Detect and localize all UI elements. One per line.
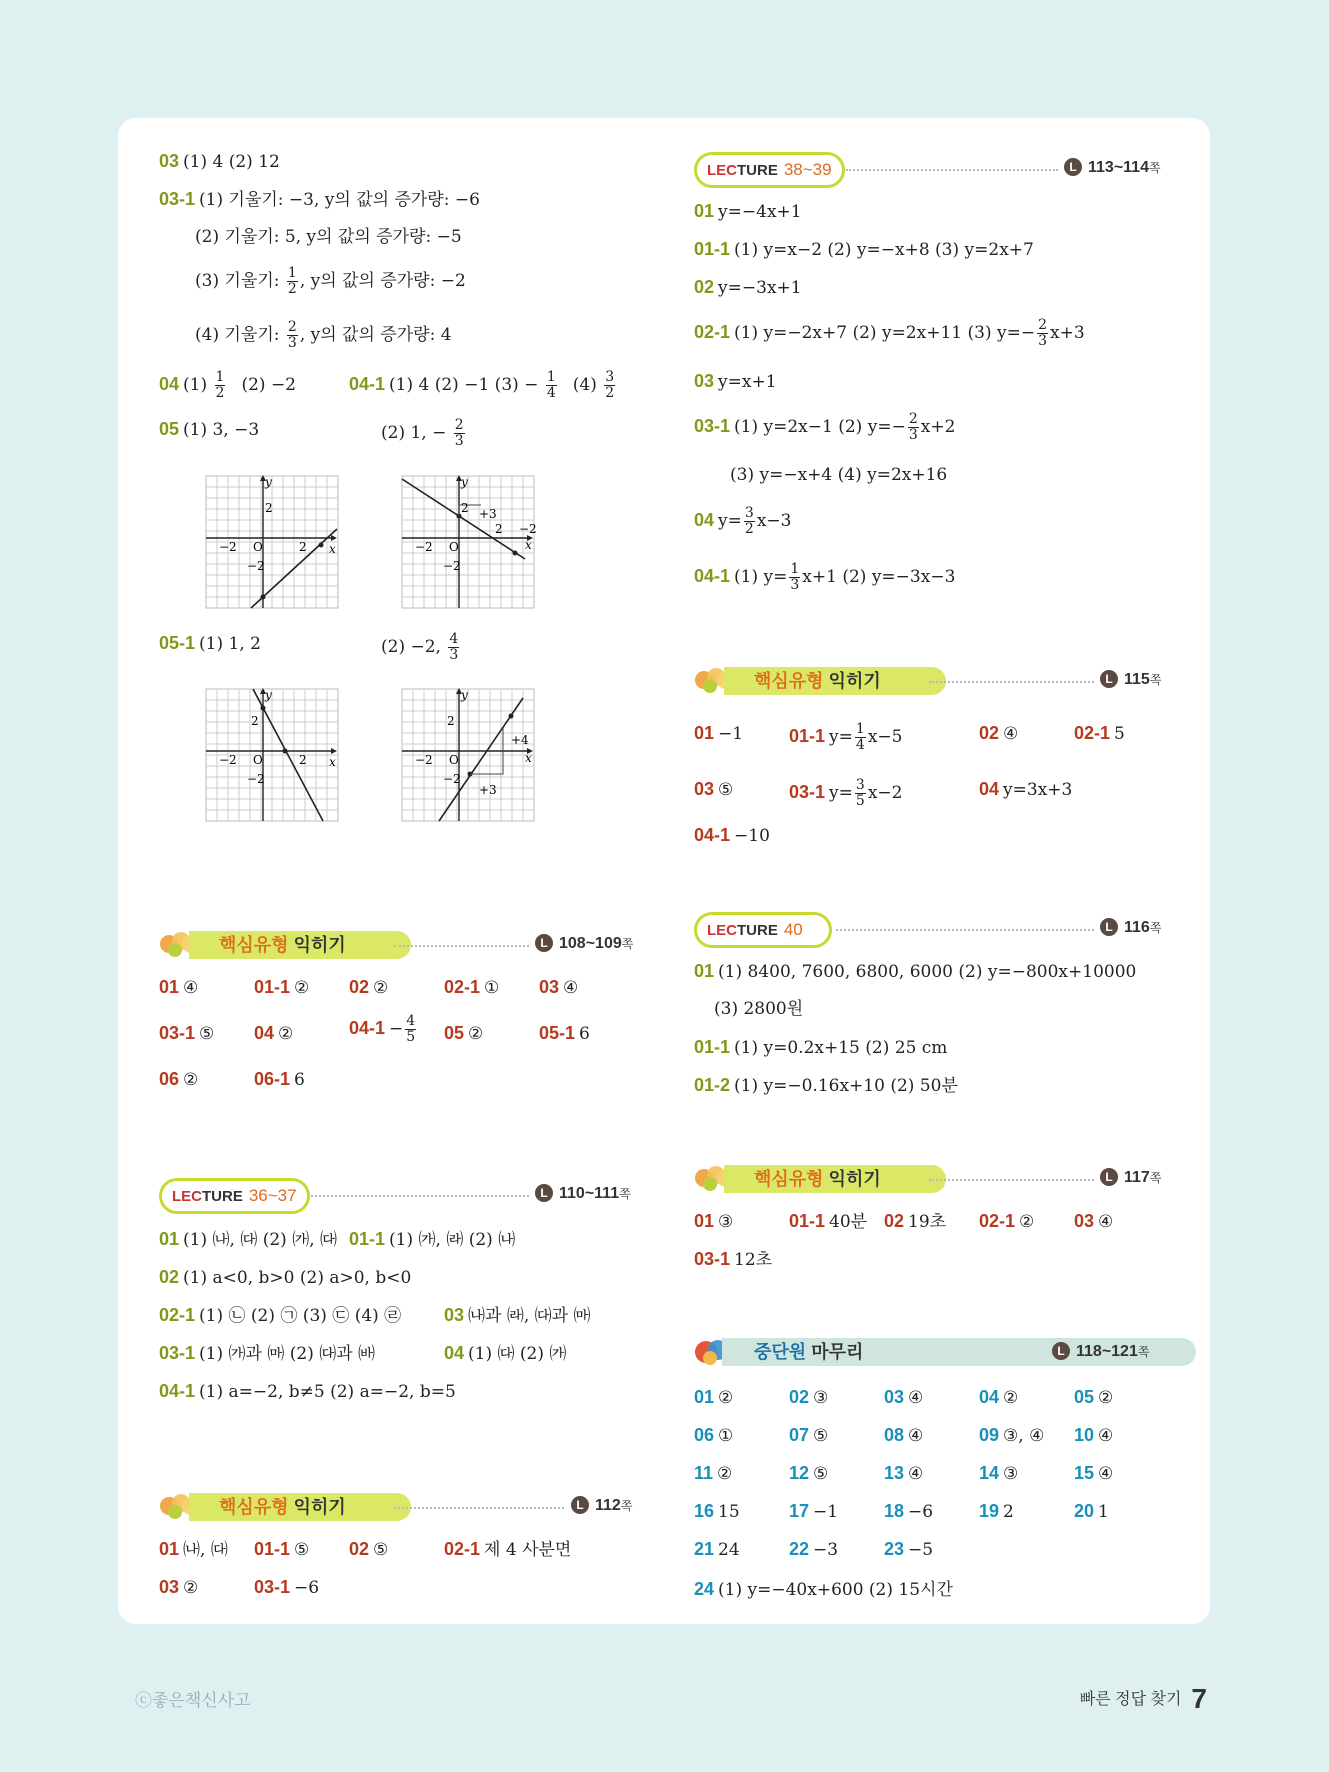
answer-05-2: (2) 1, − $\frac{2}{3}$: [381, 417, 464, 449]
section-header-unit-review: [694, 1336, 1194, 1368]
origin-label: O: [449, 753, 459, 767]
review-answer: 11 ②: [694, 1463, 733, 1484]
page-ref: L 115쪽: [1100, 670, 1161, 689]
lecture-header-38-39: [694, 152, 1194, 186]
review-answer: 02 ③: [789, 1387, 829, 1408]
tick-label: 2: [461, 501, 469, 515]
review-answer: 06 ①: [694, 1425, 734, 1446]
footer-section: 빠른 정답 찾기 7: [1079, 1683, 1207, 1714]
review-answer: 07 ⑤: [789, 1425, 829, 1446]
answer-05-1: 05-1 (1) 1, 2: [159, 633, 261, 654]
review-answer: 22 −3: [789, 1539, 839, 1560]
lecture-header-40: [694, 912, 1194, 946]
x-axis-label: x: [329, 755, 336, 769]
review-answer: 12 ⑤: [789, 1463, 829, 1484]
x-axis-label: x: [329, 542, 336, 556]
answer-01-2: 01-2 (1) y=−0.16x+10 (2) 50분: [694, 1075, 958, 1096]
page-ref: L 110~111쪽: [535, 1184, 631, 1203]
run-label: −2: [519, 522, 537, 536]
section-title: 중단원 마무리: [722, 1338, 1196, 1366]
section-header-core-108: [159, 928, 679, 960]
origin-label: O: [449, 540, 459, 554]
tick-label: −2: [415, 540, 433, 554]
section-title: 핵심유형 익히기: [189, 1493, 411, 1521]
lecture-header-36-37: [159, 1178, 679, 1212]
tick-label: 2: [251, 714, 259, 728]
review-answer: 14 ③: [979, 1463, 1019, 1484]
origin-label: O: [253, 753, 263, 767]
tick-label: 2: [447, 714, 455, 728]
answer-03: 03 y=x+1: [694, 371, 777, 392]
answer-01-1: 01-1 (1) y=x−2 (2) y=−x+8 (3) y=2x+7: [694, 239, 1034, 260]
tick-label: 2: [265, 501, 273, 515]
tick-label: −2: [219, 540, 237, 554]
fraction: $\frac{3}{2}$: [605, 369, 615, 401]
origin-label: O: [253, 540, 263, 554]
page-number: 7: [1191, 1683, 1207, 1714]
review-answer: 08 ④: [884, 1425, 924, 1446]
review-answer: 16 15: [694, 1501, 740, 1522]
review-answer: 15 ④: [1074, 1463, 1114, 1484]
section-title: 핵심유형 익히기: [189, 931, 411, 959]
answer-03-1: 03-1 (1) y=2x−1 (2) y=− $\frac{2}{3}$ x+2: [694, 411, 956, 443]
answer-05-1-2: (2) −2, $\frac{4}{3}$: [381, 631, 459, 663]
y-axis-label: y: [461, 688, 468, 702]
page-ref: L 108~109쪽: [535, 934, 633, 953]
fraction: $\frac{4}{3}$: [449, 631, 459, 663]
graph-05-2: [399, 473, 539, 613]
answer-03-1: 03-1 (1) ㈎과 ㈒ (2) ㈐과 ㈓ 04 (1) ㈐ (2) ㈎: [159, 1343, 567, 1364]
answer-04: 04 (1) $\frac{1}{2}$ (2) −2: [159, 369, 296, 401]
rise-label: +3: [479, 507, 497, 521]
answer-03: 03 (1) 4 (2) 12: [159, 151, 280, 172]
review-answer: 20 1: [1074, 1501, 1109, 1522]
lecture-pill: LECTURE 38~39: [694, 152, 845, 188]
review-answer: 17 −1: [789, 1501, 839, 1522]
tick-label: −2: [247, 559, 265, 573]
fraction: $\frac{2}{3}$: [454, 417, 464, 449]
section-header-core-117: [694, 1162, 1194, 1194]
review-answer: 21 24: [694, 1539, 740, 1560]
review-answer: 13 ④: [884, 1463, 924, 1484]
review-answer: 19 2: [979, 1501, 1014, 1522]
review-answer: 05 ②: [1074, 1387, 1114, 1408]
x-axis-label: x: [525, 538, 532, 552]
tick-label: 2: [495, 522, 503, 536]
fraction: $\frac{1}{2}$: [287, 265, 297, 297]
section-header-core-112: [159, 1490, 679, 1522]
page-ref: L 117쪽: [1100, 1168, 1161, 1187]
answer-02-1: 02-1 (1) y=−2x+7 (2) y=2x+11 (3) y=− $\frac{2}{3}$ x+3: [694, 317, 1085, 349]
review-answer: 03 ④: [884, 1387, 924, 1408]
section-title: 핵심유형 익히기: [724, 1165, 946, 1193]
section-header-core-115: [694, 664, 1194, 696]
answer-04-1: 04-1 (1) y= $\frac{1}{3}$ x+1 (2) y=−3x−3: [694, 561, 956, 593]
answer-04: 04 y= $\frac{3}{2}$ x−3: [694, 505, 792, 537]
answer-03-1-4: (4) 기울기: $\frac{2}{3}$ , y의 값의 증가량: 4: [195, 319, 452, 351]
answer-03-1-cont: (3) y=−x+4 (4) y=2x+16: [730, 465, 948, 485]
tick-label: 2: [299, 540, 307, 554]
graph-05-1: [203, 473, 343, 613]
copyright: ⓒ좋은책신사고: [135, 1691, 251, 1710]
y-axis-label: y: [265, 688, 272, 702]
fraction: $\frac{1}{2}$: [215, 369, 225, 401]
run-label: +3: [479, 783, 497, 797]
lecture-pill: LECTURE 36~37: [159, 1178, 310, 1214]
x-axis-label: x: [525, 751, 532, 765]
tick-label: −2: [415, 753, 433, 767]
tick-label: −2: [219, 753, 237, 767]
answer-02: 02 y=−3x+1: [694, 277, 802, 298]
page-ref: L 118~121쪽: [1052, 1342, 1149, 1361]
section-title: 핵심유형 익히기: [724, 667, 946, 695]
review-answer: 04 ②: [979, 1387, 1019, 1408]
review-answer: 09 ③, ④: [979, 1425, 1045, 1446]
review-answer: 01 ②: [694, 1387, 734, 1408]
page-ref: L 116쪽: [1100, 918, 1161, 937]
review-answer: 10 ④: [1074, 1425, 1114, 1446]
answer-03-1: 03-1 (1) 기울기: −3, y의 값의 증가량: −6: [159, 189, 480, 210]
tick-label: −2: [443, 559, 461, 573]
tick-label: −2: [247, 772, 265, 786]
fraction: $\frac{1}{4}$: [546, 369, 556, 401]
y-axis-label: y: [461, 475, 468, 489]
y-axis-label: y: [265, 475, 272, 489]
review-answer: 18 −6: [884, 1501, 934, 1522]
answer-01-cont: (3) 2800원: [714, 999, 804, 1019]
answer-02: 02 (1) a<0, b>0 (2) a>0, b<0: [159, 1267, 412, 1288]
answer-05: 05 (1) 3, −3: [159, 419, 260, 440]
answer-04-1: 04-1 (1) 4 (2) −1 (3) − $\frac{1}{4}$ (4) $\frac{3}{2}$: [349, 369, 615, 401]
answer-03-1-2: (2) 기울기: 5, y의 값의 증가량: −5: [195, 227, 462, 247]
lecture-pill: LECTURE 40: [694, 912, 832, 948]
graph-05-1-1: [203, 686, 343, 826]
page-ref: L 113~114쪽: [1064, 158, 1161, 177]
graph-05-1-2: [399, 686, 539, 826]
answer-24: 24 (1) y=−40x+600 (2) 15시간: [694, 1579, 953, 1600]
answer-02-1: 02-1 (1) ㉡ (2) ㉠ (3) ㉢ (4) ㉣ 03 ㈏과 ㈑, ㈐과 ㈒: [159, 1305, 591, 1326]
answer-04-1: 04-1 (1) a=−2, b≠5 (2) a=−2, b=5: [159, 1381, 456, 1402]
page-ref: L 112쪽: [571, 1496, 632, 1515]
answer-01-1: 01-1 (1) y=0.2x+15 (2) 25 cm: [694, 1037, 948, 1058]
answer-03-1-3: (3) 기울기: $\frac{1}{2}$ , y의 값의 증가량: −2: [195, 265, 466, 297]
answer-card: 03 (1) 4 (2) 12 03-1 (1) 기울기: −3, y의 값의 증가량: −6 (2) 기울기: 5, y의 값의 증가량: −5 (3) 기울기: $\frac{1}{2}$ , y의 값의 증가량: −2 (4) 기울기: $\frac{2}{3}$ , y의 값의 증가량: 4 04 (1) $\frac{1}{2}$ (2) −2 04-1 (1) 4 (2) −1 (3) − $\frac{1}{4}$ (4) $\frac{3}{2}$ 05 (1) 3, −3 (2) 1, − $\frac{2}{3}$ y x O 2 2 −2 −2 y x O 2 2 −2 −2 +3 −2 05-1 (1) 1, 2 (2) −2, $\frac{4}{3}$ y x O 2 2 −2 −2 y x O 2 −2 −2 +3 +4 핵심유형 익히기 L 108~109쪽 01 ④ 01-1 ② 02 ② 02-1 ① 03 ④ 03-1 ⑤ 04 ② 04-1 − $\frac{4}{5}$ 05 ② 05-1 6 06 ② 06-1 6 LECTURE 36~37 L 110~111쪽 01 (1) ㈏, ㈐ (2) ㈎, ㈐ 01-1 (1) ㈎, ㈑ (2) ㈏ 02 (1) a<0, b>0 (2) a>0, b<0 02-1 (1) ㉡ (2) ㉠ (3) ㉢ (4) ㉣ 03 ㈏과 ㈑, ㈐과 ㈒ 03-1 (1) ㈎과 ㈒ (2) ㈐과 ㈓ 04 (1) ㈐ (2) ㈎ 04-1 (1) a=−2, b≠5 (2) a=−2, b=5 핵심유형 익히기 L 112쪽 01 ㈏, ㈐ 01-1 ⑤ 02 ⑤ 02-1 제 4 사분면 03 ② 03-1 −6 LECTURE 38~39 L 113~114쪽 01 y=−4x+1 01-1 (1) y=x−2 (2) y=−x+8 (3) y=2x+7 02 y=−3x+1 02-1 (1) y=−2x+7 (2) y=2x+11 (3) y=− $\frac{2}{3}$ x+3 03 y=x+1 03-1 (1) y=2x−1 (2) y=− $\frac{2}{3}$ x+2 (3) y=−x+4 (4) y=2x+16 04 y= $\frac{3}{2}$ x−3 04-1 (1) y= $\frac{1}{3}$ x+1 (2) y=−3x−3 핵심유형 익히기 L 115쪽 01 −1 01-1 y= $\frac{1}{4}$ x−5 02 ④ 02-1 5 03 ⑤ 03-1 y= $\frac{3}{5}$ x−2 04 y=3x+3 04-1 −10 LECTURE 40 L 116쪽 01 (1) 8400, 7600, 6800, 6000 (2) y=−800x+10000 (3) 2800원 01-1 (1) y=0.2x+15 (2) 25 cm 01-2 (1) y=−0.16x+10 (2) 50분 핵심유형 익히기 L 117쪽 01 ③ 01-1 40분 02 19초 02-1 ② 03 ④ 03-1 12초 중단원 마무리 L 118~121쪽 01 ② 02 ③ 03 ④ 04 ② 05 ② 06 ① 07 ⑤ 08 ④ 09 ③, ④ 10 ④ 11 ② 12 ⑤ 13 ④ 14 ③ 15 ④ 16 15 17 −1 18 −6 19 2 20 1 21 24 22 −3 23 −5 24 (1) y=−40x+600 (2) 15시간: [118, 118, 1210, 1624]
rise-label: +4: [511, 733, 529, 747]
tick-label: 2: [299, 753, 307, 767]
tick-label: −2: [443, 772, 461, 786]
answer-01: 01 (1) ㈏, ㈐ (2) ㈎, ㈐ 01-1 (1) ㈎, ㈑ (2) ㈏: [159, 1229, 516, 1250]
answer-01: 01 (1) 8400, 7600, 6800, 6000 (2) y=−800x+10000: [694, 961, 1137, 982]
answer-01: 01 y=−4x+1: [694, 201, 802, 222]
fraction: $\frac{2}{3}$: [287, 319, 297, 351]
review-answer: 23 −5: [884, 1539, 934, 1560]
